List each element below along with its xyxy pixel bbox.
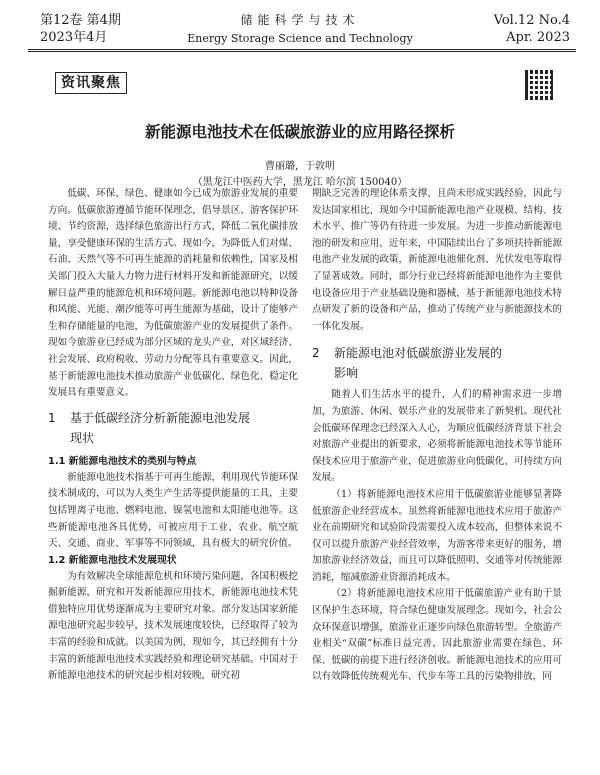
left-column xyxy=(48,186,298,685)
paragraph: （2）将新能源电池技术应用于低碳旅游产业有助于景区保护生态环境，符合绿色健康发展理念。现如今，社会公众环保意识增强，旅游业正逐步向绿色旅游转型。全旅游产业相关“双碳”标准日益完善，因此旅游业需要在绿色、环保、低碳的前提下进行经济创收。新能源电池技术的应用可以有效降低传统观光车、代步车等工具的污染物排放，同 xyxy=(312,588,562,683)
affiliation: （黑龙江中医药大学，黑龙江 哈尔滨 150040） xyxy=(192,177,408,188)
subsection-heading: 1.2 新能源电池技术发展现状 xyxy=(48,554,177,566)
subsection-heading: 1.1 新能源电池技术的类别与特点 xyxy=(48,455,197,467)
header-rule xyxy=(28,49,576,50)
section-heading xyxy=(312,343,562,383)
section-title-line: 影响 xyxy=(334,366,359,381)
section-title-line: 新能源电池对低碳旅游业发展的 xyxy=(334,346,503,361)
section-heading xyxy=(48,408,298,448)
paragraph: 随着人们生活水平的提升，人们的精神需求进一步增加，为旅游、休闲、娱乐产业的发展带来了新契机。现代社会低碳环保理念已经深入人心，为顺应低碳经济背景下社会对旅游产业提出的新要求，必须将新能源电池技术等节能环保技术应用于旅游产业，促进旅游业向低碳化、可持续方向发展。 xyxy=(312,389,562,484)
section-title-line: 基于低碳经济分析新能源电池发展 xyxy=(70,410,251,425)
header-volume-cn: 第12卷 第4期 xyxy=(40,13,121,28)
paragraph: 低碳、环保、绿色、健康如今已成为旅游业发展的重要方向。低碳旅游遵循节能环保理念，倡导景区、游客保护环境、节约资源，选择绿色旅游出行方式，降低二氧化碳排放量，享受健康环保的生活方式。现如今，为降低人们对煤、石油、天然气等不可再生能源的消耗量和依赖性，国家及相关部门投入大量人力物力进行材料开发和新能源研究，以缓解日益严重的能源危机和环境问题。新能源电池以特种设备和风能、光能、潮汐能等可再生能源为基础，设计了能够产生和存储能量的电池，为低碳旅游产业的发展提供了条件。现如今旅游业已经成为部分区域的龙头产业，对区域经济、社会发展、政府税收、劳动力分配等具有重要意义。因此，基于新能源电池技术推动旅游产业低碳化、绿色化、稳定化发展具有重要意义。 xyxy=(48,188,298,399)
authors: 曹丽璐，于敦明 xyxy=(265,161,335,172)
journal-title-cn: 储能科学与技术 xyxy=(240,13,360,27)
paragraph: 新能源电池技术指基于可再生能源，利用现代节能环保技术制成的，可以为人类生产生活等提供能量的工具，主要包括锂离子电池、燃料电池、镍氢电池和太阳能电池等。这些新能源电池各具优势，可被应用于工业、农业、航空航天、交通、商业、军事等不同领域，具有极大的研究价值。 xyxy=(48,471,298,550)
header-date-en: Apr. 2023 xyxy=(506,30,570,45)
header-date-cn: 2023年4月 xyxy=(40,30,108,45)
column-tag: 资讯聚焦 xyxy=(55,72,127,94)
journal-title-en: Energy Storage Science and Technology xyxy=(187,32,413,45)
header-volume-en: Vol.12 No.4 xyxy=(493,13,570,28)
section-title-line: 现状 xyxy=(70,430,95,445)
right-column xyxy=(312,186,562,686)
paragraph: 为有效解决全球能源危机和环境污染问题，各国积极挖掘新能源，研究和开发新能源应用技术，新能源电池技术凭借独特应用优势逐渐成为主要研究对象。部分发达国家新能源电池研究起步较早，技术发展速度较快，已经取得了较为丰富的经验和成就。以美国为例，现如今，其已经拥有十分丰富的新能源电池技术实践经验和理论研究基础。中国对于新能源电池技术的研究起步相对较晚，研究初 xyxy=(48,570,298,682)
qr-code-icon xyxy=(525,70,555,100)
section-number: 2 xyxy=(312,346,320,361)
header-rule-2 xyxy=(28,51,576,52)
article-title: 新能源电池技术在低碳旅游业的应用路径探析 xyxy=(144,123,455,141)
paragraph: 期缺乏完善的理论体系支撑，且尚未形成实践经验，因此与发达国家相比，现如今中国新能源电池产业规模、结构、技术水平、推广等仍有待进一步发展。为进一步推动新能源电池的研发和应用，近年来，中国陆续出台了多项扶持新能源电池产业发展的政策，新能源电池催化剂、光伏发电等取得了显著成效。同时，部分行业已经将新能源电池作为主要供电设备应用于产业基础设施和器械，基于新能源电池技术特点研发了新的设备和产品，推动了传统产业与新能源技术的一体化发展。 xyxy=(312,188,562,332)
paragraph: （1）将新能源电池技术应用于低碳旅游业能够显著降低旅游企业经营成本。虽然将新能源电池技术应用于旅游产业在前期研究和试验阶段需要投入成本较高，但整体来说不仅可以提升旅游产业经营效率，为游客带来更好的服务，增加旅游业经济效益，而且可以降低照明、交通等对传统能源消耗，缩减旅游业资源消耗成本。 xyxy=(312,488,562,583)
section-number: 1 xyxy=(48,410,56,425)
